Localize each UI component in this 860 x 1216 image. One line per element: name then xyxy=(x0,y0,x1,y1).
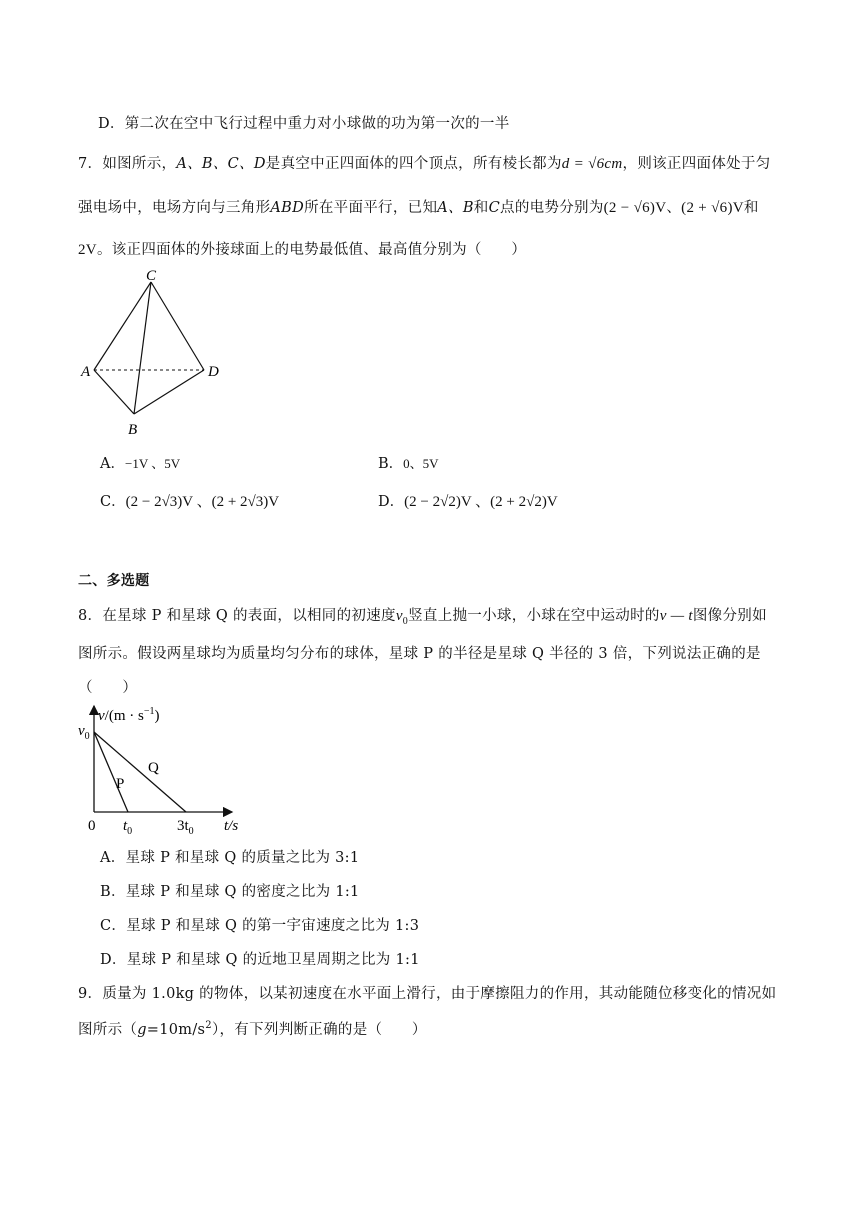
option-text: (2 − 2√2)V 、(2 + 2√2)V xyxy=(404,494,558,510)
option-label: C． xyxy=(100,494,126,510)
q7-text: 。该正四面体的外接球面上的电势最低值、最高值分别为（ ） xyxy=(96,242,527,258)
q8-text: 8．在星球 P 和星球 Q 的表面，以相同的初速度 xyxy=(78,608,396,624)
q8-stem-line-3: （ ） xyxy=(78,680,138,696)
q7-text: 点的电势分别为 xyxy=(500,200,604,216)
q7-text: ，则该正四面体处于匀 xyxy=(622,156,771,172)
tetrahedron-figure xyxy=(78,264,238,442)
q7-text: 强电场中，电场方向与三角形 xyxy=(78,200,271,216)
q9-stem-line-1: 9．质量为 1.0kg 的物体，以某初速度在水平面上滑行，由于摩擦阻力的作用，其动能随位移变化的情况如 xyxy=(78,986,777,1002)
q9-text: =10m/s xyxy=(146,1022,206,1038)
q8-option-c: C．星球 P 和星球 Q 的第一宇宙速度之比为 1:3 xyxy=(100,918,420,934)
q8-v0-sub: 0 xyxy=(402,615,409,627)
3t0-label: $3t_0$ xyxy=(177,818,194,837)
label-d: D xyxy=(208,364,219,380)
q8-option-a: A．星球 P 和星球 Q 的质量之比为 3:1 xyxy=(100,850,360,866)
q9-g: g xyxy=(137,1022,147,1038)
q7-text: 、 xyxy=(666,200,682,216)
q8-v0: v xyxy=(395,608,403,624)
option-label: A． xyxy=(100,456,125,472)
q7-text: 7．如图所示， xyxy=(78,156,177,172)
q9-stem-line-2 xyxy=(78,1018,427,1039)
edge-cb xyxy=(134,282,151,414)
q7-point-c: C xyxy=(488,200,501,216)
edge-db xyxy=(134,370,204,414)
q8-text: 竖直上抛一小球，小球在空中运动时的 xyxy=(408,608,660,624)
q7-text: 和 xyxy=(473,200,489,216)
q7-edge-length: d = √6cm xyxy=(561,156,623,172)
q7-text: 是真空中正四面体的四个顶点，所有棱长都为 xyxy=(265,156,562,172)
option-label: B． xyxy=(378,456,404,472)
q7-option-b xyxy=(378,452,439,473)
option-text: 0、5V xyxy=(403,456,439,471)
label-a: A xyxy=(81,364,91,380)
q7-potential-a: (2 − √6)V xyxy=(603,200,667,216)
q7-option-d xyxy=(378,490,558,511)
q7-text: 和 xyxy=(743,200,759,216)
x-axis-label: t/s xyxy=(224,818,239,834)
label-c: C xyxy=(146,268,157,284)
q7-option-a xyxy=(100,452,180,473)
section-title: 二、多选题 xyxy=(78,573,150,589)
line-q xyxy=(94,732,186,812)
origin-label: 0 xyxy=(88,818,96,834)
q8-text: 图像分别如 xyxy=(692,608,767,624)
q7-stem-line-1 xyxy=(78,152,771,173)
q8-stem-line-2: 图所示。假设两星球均为质量均匀分布的球体，星球 P 的半径是星球 Q 半径的 3 倍，下列说法正确的是 xyxy=(78,646,761,662)
label-b: B xyxy=(128,422,138,438)
edge-cd xyxy=(151,282,204,370)
q9-text: 图所示（ xyxy=(78,1022,138,1038)
q7-stem-line-2 xyxy=(78,196,759,217)
option-text: (2 − 2√3)V 、(2 + 2√3)V xyxy=(125,494,280,510)
y-axis-label: $v/(m \cdot s^{-1})$ xyxy=(98,706,160,724)
q7-points: A、B xyxy=(437,200,474,216)
edge-ca xyxy=(94,282,151,370)
vt-graph xyxy=(76,702,256,838)
option-label: D． xyxy=(378,494,405,510)
q7-potential-b: (2 + √6)V xyxy=(681,200,744,216)
q8-option-d: D．星球 P 和星球 Q 的近地卫星周期之比为 1:1 xyxy=(100,952,420,968)
curve-q-label: Q xyxy=(148,760,159,776)
q8-stem-line-1 xyxy=(78,604,767,627)
edge-ab xyxy=(94,370,134,414)
q8-vt: v — t xyxy=(659,608,693,624)
q7-option-c xyxy=(100,490,279,511)
q9-text: ），有下列判断正确的是（ ） xyxy=(211,1022,427,1038)
q7-text: 所在平面平行，已知 xyxy=(304,200,438,216)
curve-p-label: P xyxy=(116,776,125,792)
q7-triangle: ABD xyxy=(270,200,305,216)
v0-label: $v_0$ xyxy=(78,723,90,742)
q7-vertices: A、B、C、D xyxy=(176,156,266,172)
q6-option-d: D．第二次在空中飞行过程中重力对小球做的功为第一次的一半 xyxy=(98,116,510,132)
q9-sup: 2 xyxy=(205,1020,212,1032)
q7-potential-c: 2V xyxy=(78,242,97,258)
q8-option-b: B．星球 P 和星球 Q 的密度之比为 1:1 xyxy=(100,884,360,900)
line-p xyxy=(94,732,128,812)
t0-label: $t_0$ xyxy=(123,818,133,837)
q7-stem-line-3 xyxy=(78,238,526,259)
option-text: −1V 、5V xyxy=(124,456,181,471)
